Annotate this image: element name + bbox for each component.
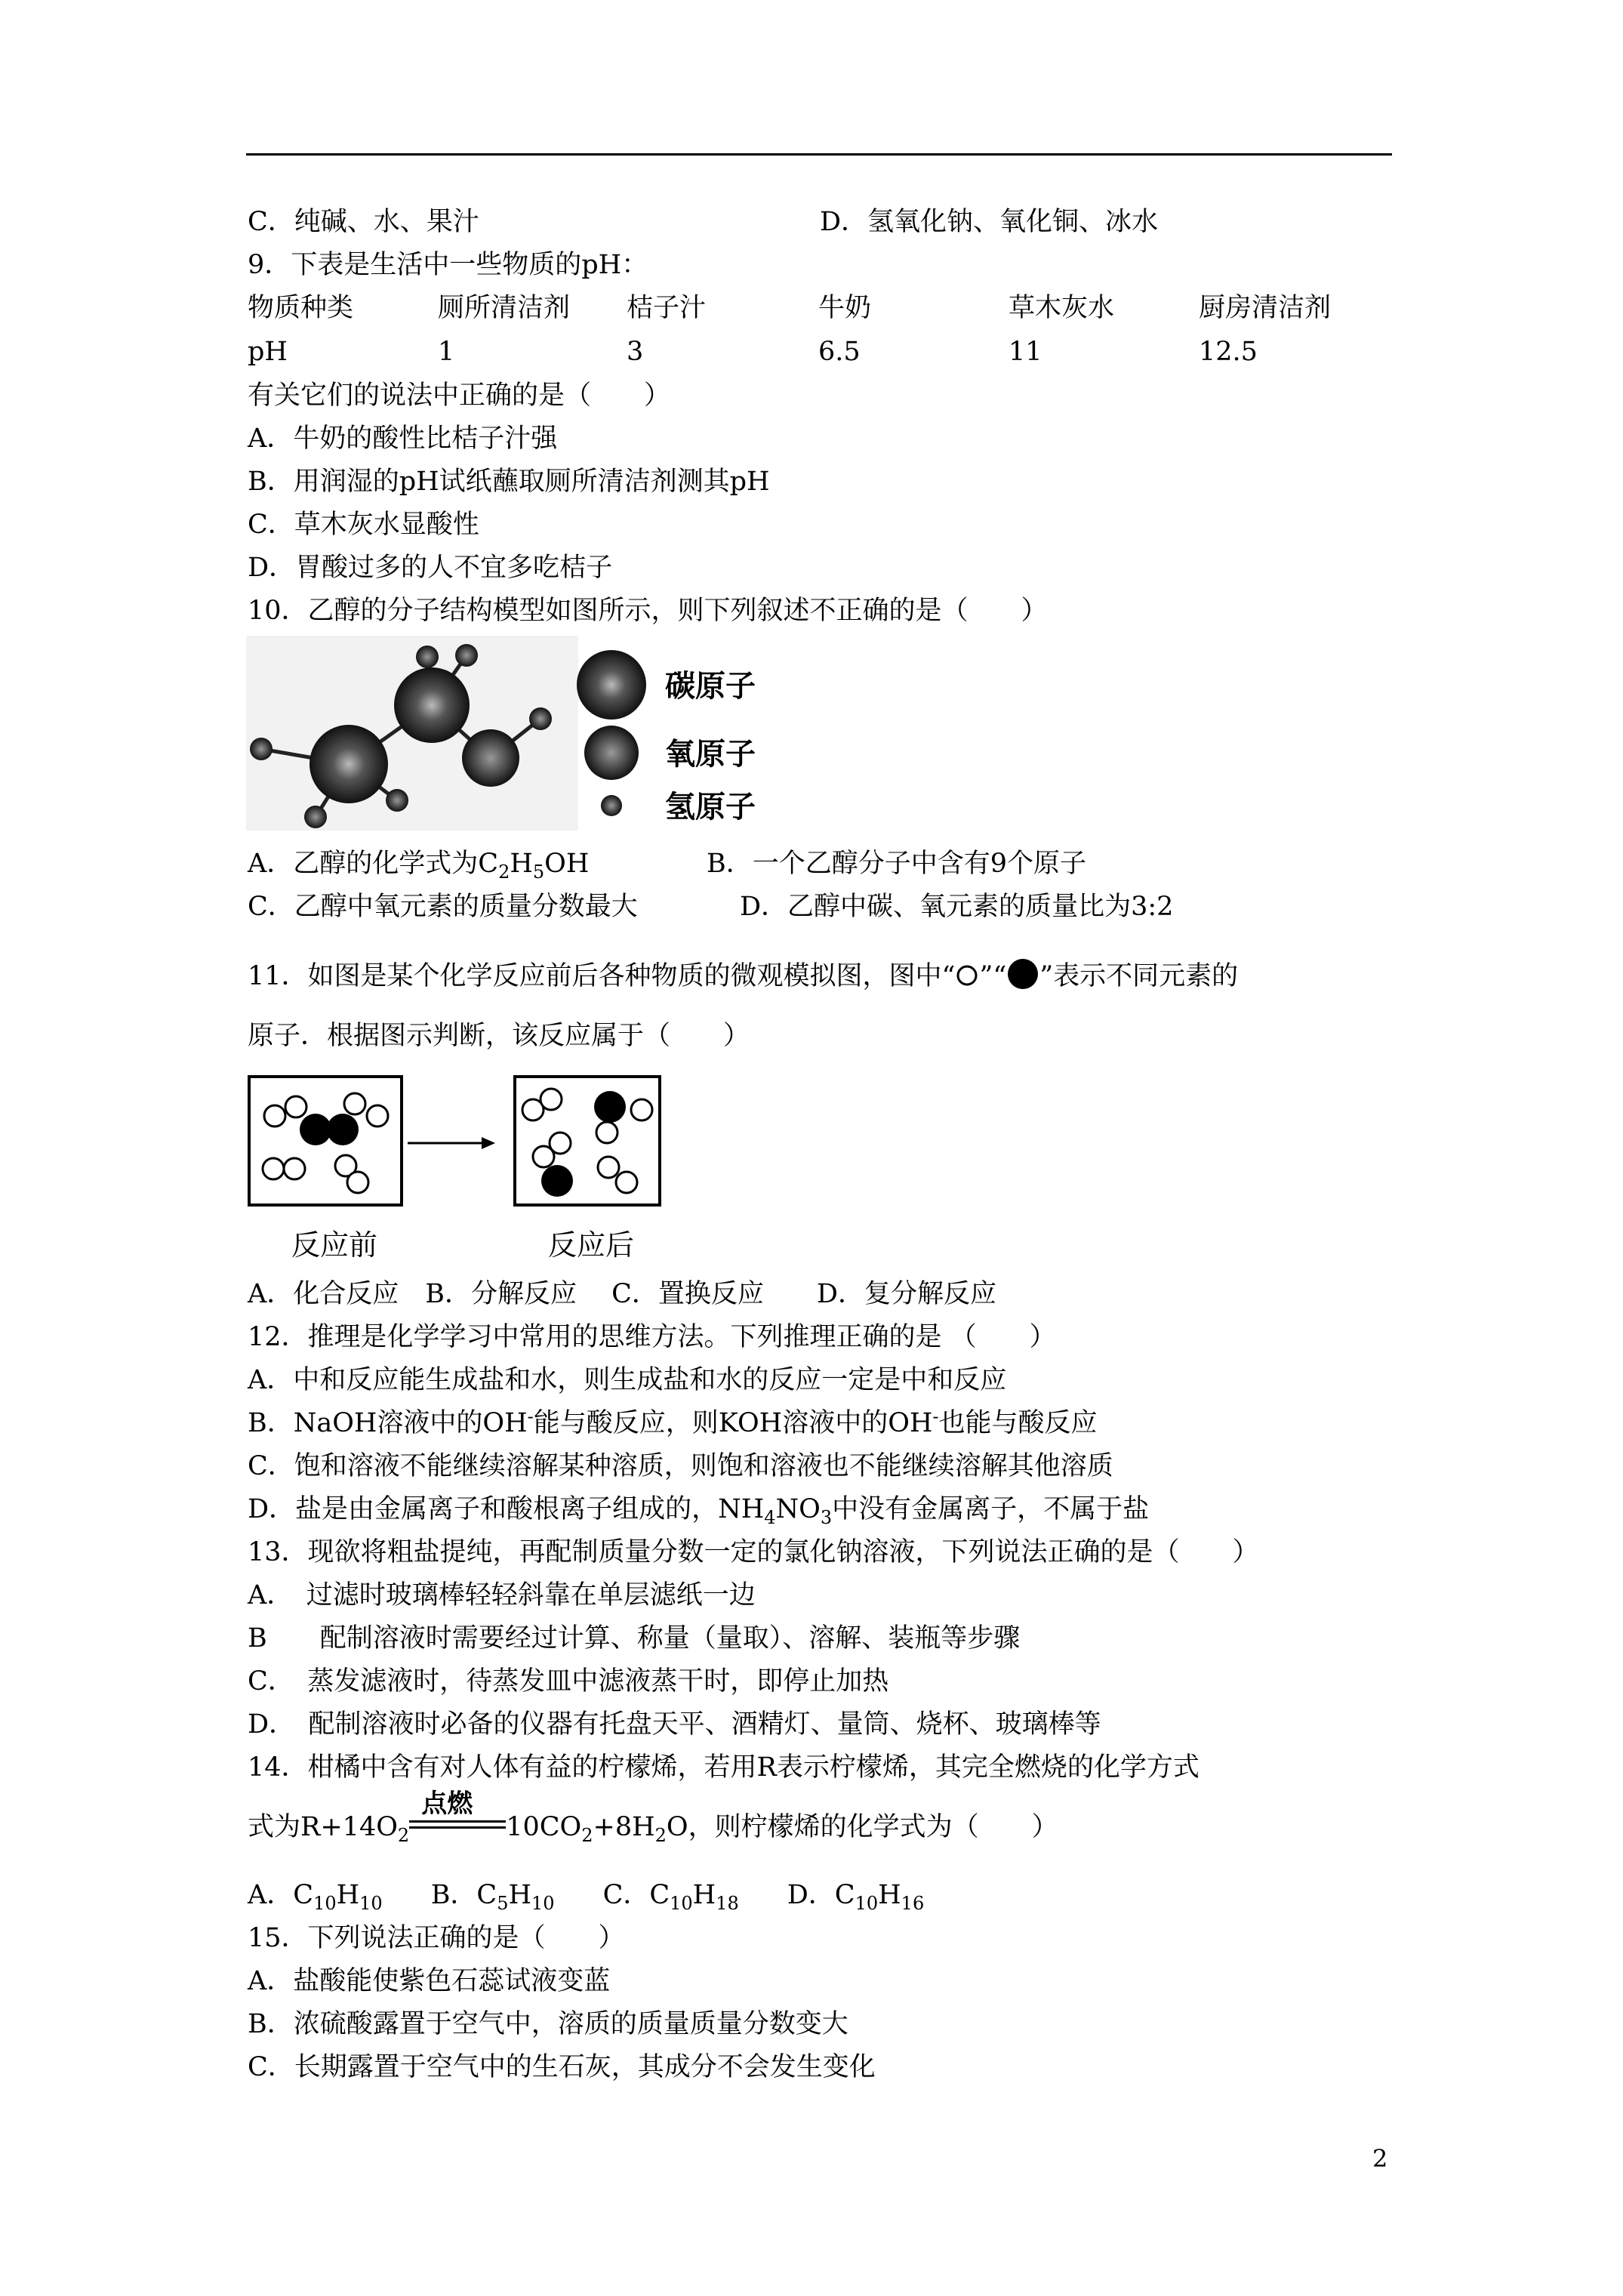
page-number: 2: [1372, 2144, 1388, 2173]
q9-stem: 9．下表是生活中一些物质的pH：: [248, 250, 648, 280]
q13-option-c: C． 蒸发滤液时，待蒸发皿中滤液蒸干时，即停止加热: [248, 1666, 889, 1697]
q12-option-a: A．中和反应能生成盐和水，则生成盐和水的反应一定是中和反应: [248, 1365, 1007, 1395]
equation-line: [409, 1826, 506, 1829]
q11-stem-cont: 原子．根据图示判断，该反应属于（ ）: [248, 1021, 750, 1051]
q14-option-c: C．$C_{10}H_{18}$: [602, 1880, 739, 1914]
table-header-cell: 桔子汁: [627, 293, 707, 323]
q15-stem: 15．下列说法正确的是（ ）: [248, 1923, 625, 1953]
q14-equation: 式为$R+14O_2$ 点燃 $10CO_2+8H_2O$，则柠檬烯的化学式为（ ）: [248, 1789, 1058, 1846]
hydrogen-atom: [304, 806, 327, 828]
q12-option-c: C．饱和溶液不能继续溶解某种溶质，则饱和溶液也不能继续溶解其他溶质: [248, 1451, 1113, 1481]
table-header-cell: 草木灰水: [1009, 293, 1115, 323]
table-value-cell: 12.5: [1199, 337, 1258, 367]
table-header-cell: 厨房清洁剂: [1199, 293, 1332, 323]
hydrogen-atom: [250, 738, 273, 760]
q12-option-b: B．NaOH溶液中的OH-能与酸反应，则KOH溶液中的OH-也能与酸反应: [248, 1406, 1098, 1438]
q14-option-a: A．$C_{10}H_{10}$: [248, 1880, 383, 1914]
legend-oxygen-label: 氧原子: [665, 737, 756, 772]
q9-option-a: A．牛奶的酸性比桔子汁强: [248, 424, 558, 454]
condition-label: 点燃: [421, 1789, 473, 1819]
hydrogen-atom: [455, 644, 478, 667]
q14-stem: 14．柑橘中含有对人体有益的柠檬烯，若用R表示柠檬烯，其完全燃烧的化学方式: [248, 1752, 1200, 1783]
table-header-cell: 牛奶: [818, 293, 872, 323]
carbon-atom: [310, 725, 388, 803]
black-atom: [594, 1091, 626, 1123]
oxygen-atom: [462, 729, 519, 787]
q12-stem: 12．推理是化学学习中常用的思维方法。下列推理正确的是 （ ）: [248, 1322, 1056, 1352]
q10-option-c: C．乙醇中氧元素的质量分数最大: [248, 892, 638, 922]
legend-hydrogen-icon: [601, 795, 622, 816]
table-header-cell: 物质种类: [248, 293, 354, 323]
hydrogen-atom: [386, 789, 408, 812]
legend-carbon-icon: [577, 650, 646, 720]
q10-option-a: A．乙醇的化学式为$C_2H_5OH$: [248, 849, 590, 883]
reaction-diagram: [246, 1074, 684, 1270]
q15-option-c: C．长期露置于空气中的生石灰，其成分不会发生变化: [248, 2052, 876, 2082]
q10-stem: 10．乙醇的分子结构模型如图所示，则下列叙述不正确的是（ ）: [248, 596, 1048, 626]
header-rule: [246, 153, 1392, 156]
white-atom-icon: [955, 963, 979, 988]
q13-option-a: A． 过滤时玻璃棒轻轻斜靠在单层滤纸一边: [248, 1580, 756, 1610]
black-atom: [300, 1114, 331, 1145]
reaction-condition: [409, 1789, 506, 1834]
hydrogen-atom: [416, 646, 439, 668]
q9-option-d: D．胃酸过多的人不宜多吃桔子: [248, 553, 613, 583]
q10-option-d: D．乙醇中碳、氧元素的质量比为3:2: [740, 892, 1174, 922]
after-box: [515, 1077, 660, 1205]
table-value-cell: 6.5: [818, 337, 861, 367]
table-header-cell: 厕所清洁剂: [438, 293, 571, 323]
q15-option-b: B．浓硫酸露置于空气中，溶质的质量质量分数变大: [248, 2009, 848, 2039]
table-value-cell: 1: [438, 337, 455, 367]
black-atom: [541, 1165, 573, 1197]
q11-options: A．化合反应 B．分解反应 C．置换反应 D．复分解反应: [248, 1279, 996, 1309]
q13-option-b: B 配制溶液时需要经过计算、称量（量取）、溶解、装瓶等步骤: [248, 1623, 1021, 1653]
after-label: 反应后: [548, 1228, 635, 1262]
q12-option-d: D．盐是由金属离子和酸根离子组成的，$NH_4NO_3$中没有金属离子，不属于盐: [248, 1494, 1150, 1528]
equation-line: [409, 1820, 506, 1823]
q9-prompt: 有关它们的说法中正确的是（ ）: [248, 381, 671, 411]
before-label: 反应前: [291, 1228, 378, 1262]
black-atom-icon: [1006, 957, 1039, 991]
arrow-head: [482, 1137, 495, 1149]
q10-option-b: B．一个乙醇分子中含有9个原子: [707, 849, 1086, 879]
ethanol-molecule-figure: [246, 636, 805, 832]
hydrogen-atom: [529, 707, 552, 730]
legend-oxygen-icon: [584, 726, 639, 780]
q13-option-d: D． 配制溶液时必备的仪器有托盘天平、酒精灯、量筒、烧杯、玻璃棒等: [248, 1709, 1101, 1740]
q14-option-b: B．$C_5H_{10}$: [430, 1880, 555, 1914]
table-value-cell: 3: [627, 337, 644, 367]
table-value-cell: pH: [248, 337, 288, 367]
q15-option-a: A．盐酸能使紫色石蕊试液变蓝: [248, 1966, 611, 1996]
q11-stem: 11．如图是某个化学反应前后各种物质的微观模拟图，图中“ ”“ ”表示不同元素的: [248, 957, 1238, 993]
q14-options: [248, 1878, 924, 1912]
legend-carbon-label: 碳原子: [665, 669, 756, 704]
carbon-atom: [394, 667, 470, 743]
q13-stem: 13．现欲将粗盐提纯，再配制质量分数一定的氯化钠溶液，下列说法正确的是（ ）: [248, 1537, 1259, 1567]
q9-option-c: C．草木灰水显酸性: [248, 510, 479, 540]
q9-option-b: B．用润湿的pH试纸蘸取厕所清洁剂测其pH: [248, 467, 770, 497]
black-atom: [327, 1114, 359, 1145]
legend-hydrogen-label: 氢原子: [665, 790, 756, 824]
table-value-cell: 11: [1009, 337, 1042, 367]
q8-option-d: D．氢氧化钠、氧化铜、冰水: [820, 207, 1159, 237]
q8-option-c: C．纯碱、水、果汁: [248, 207, 479, 237]
q14-option-d: D．$C_{10}H_{16}$: [787, 1880, 925, 1914]
